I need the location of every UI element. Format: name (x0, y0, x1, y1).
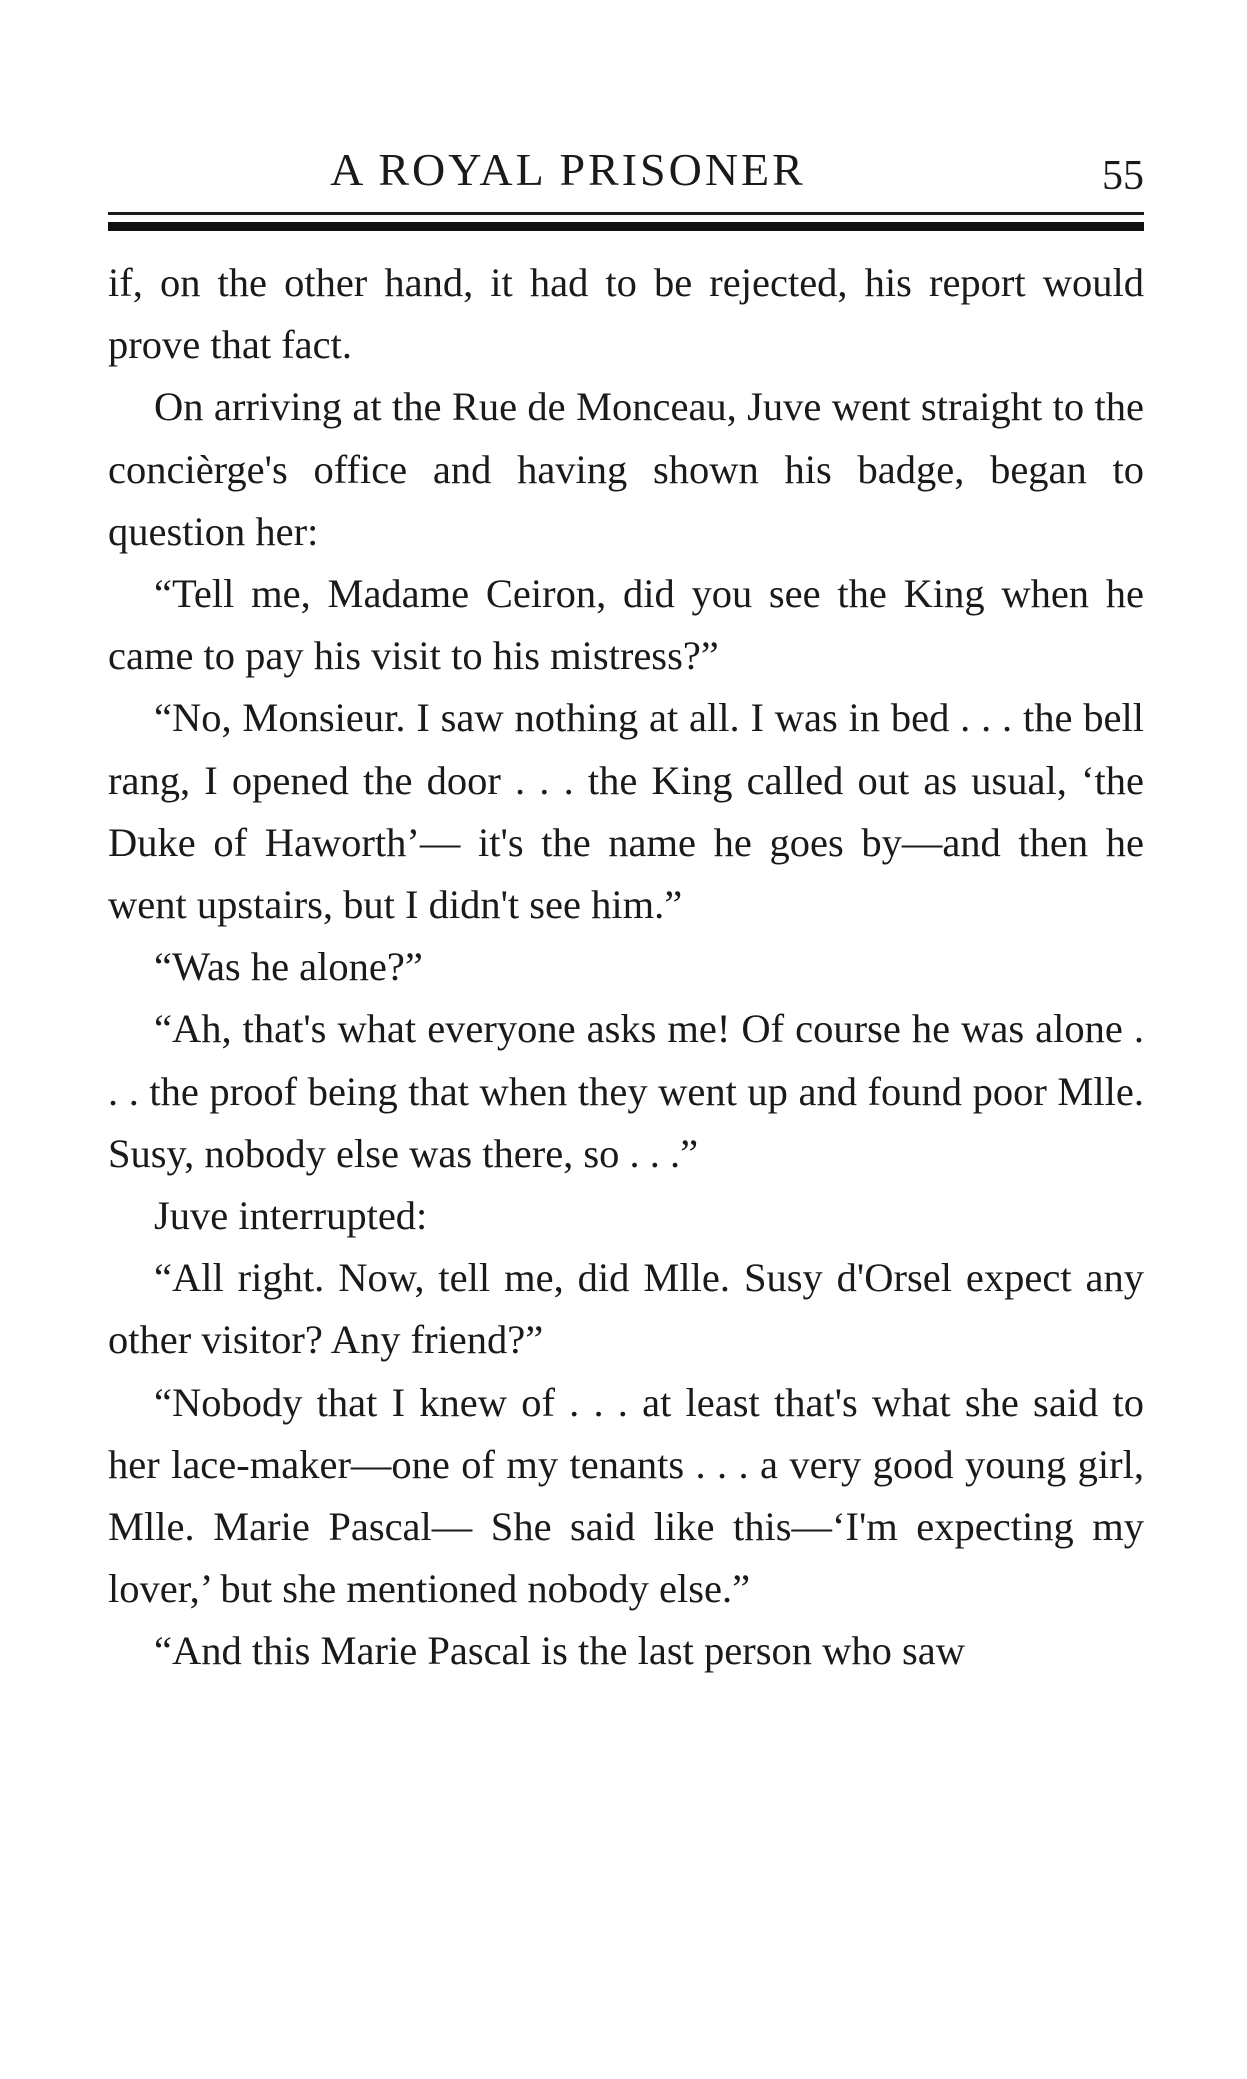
paragraph: “Tell me, Madame Ceiron, did you see the King when he came to pay his visit to his mistress?” (108, 571, 1144, 679)
body-text (108, 252, 1144, 1683)
paragraph: “And this Marie Pascal is the last person who saw (154, 1628, 965, 1674)
paragraph: “All right. Now, tell me, did Mlle. Susy d'Orsel expect any other visitor? Any friend?” (108, 1255, 1144, 1363)
running-head (108, 140, 1144, 200)
page-number: 55 (1102, 153, 1144, 199)
paragraph: “No, Monsieur. I saw nothing at all. I was in bed . . . the bell rang, I opened the door . . . the King called out as usual, ‘the Duke of Haworth’— it's the name he goes by—and then he went upstairs, but I didn't see him.” (108, 695, 1144, 928)
paragraph: Juve interrupted: (154, 1193, 428, 1239)
paragraph: “Ah, that's what everyone asks me! Of course he was alone . . . the proof being that when they went up and found poor Mlle. Susy, nobody else was there, so . . .” (108, 1006, 1144, 1176)
paragraph: if, on the other hand, it had to be rejected, his report would prove that fact. (108, 260, 1144, 368)
header-rule-thin (108, 212, 1144, 215)
header-rule-thick (108, 222, 1144, 231)
paragraph: “Was he alone?” (154, 944, 423, 990)
paragraph: “Nobody that I knew of . . . at least that's what she said to her lace-maker—one of my tenants . . . a very good young girl, Mlle. Marie Pascal— She said like this—‘I'm expecting my lover,’ but she mentioned nobody else.” (108, 1379, 1144, 1612)
paragraph: On arriving at the Rue de Monceau, Juve went straight to the concièrge's office and having shown his badge, began to question her: (108, 384, 1144, 554)
running-title: A ROYAL PRISONER (330, 144, 806, 195)
